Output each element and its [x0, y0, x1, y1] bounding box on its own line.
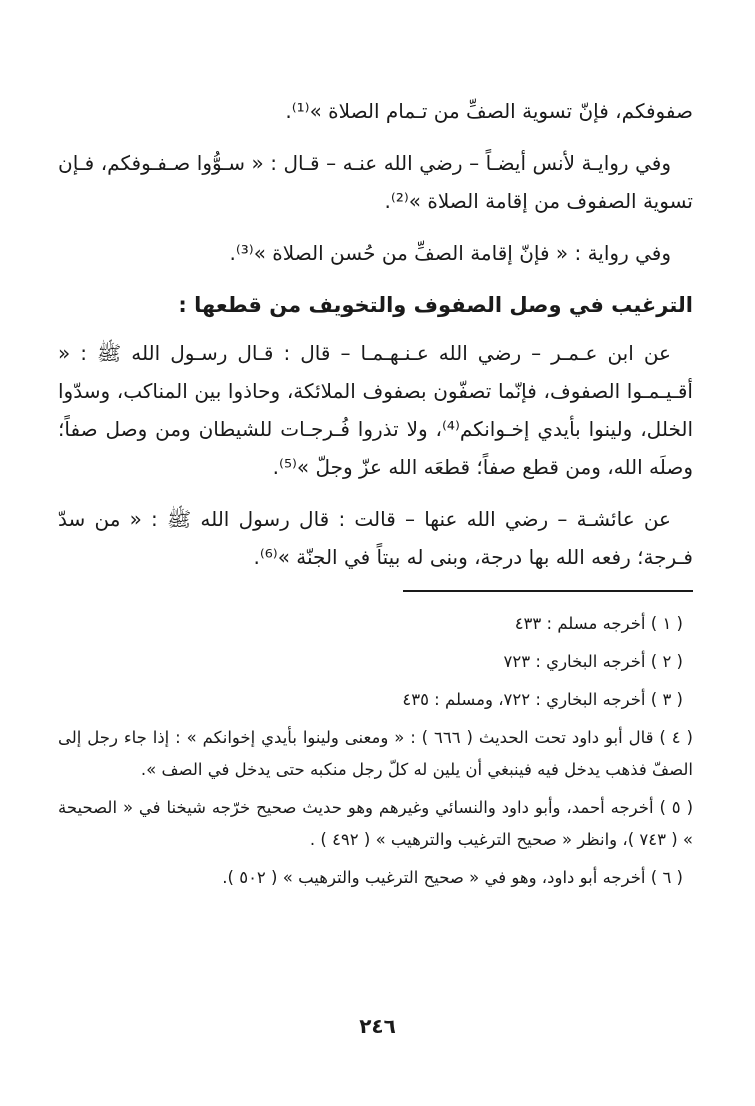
section-heading: الترغيب في وصل الصفوف والتخويف من قطعها : — [178, 293, 693, 317]
footnote-separator — [403, 590, 693, 592]
footnote-5: ( ٥ ) أخرجه أحمد، وأبو داود والنسائي وغيرهم وهو حديث صحيح خرّجه شيخنا في « الصحيحة » ( ٧٤٣ )، وانظر « صحيح الترغيب والترهيب » ( ٤٩٢ ) . — [58, 798, 694, 849]
footnote-4: ( ٤ ) قال أبو داود تحت الحديث ( ٦٦٦ ) : « ومعنى ولينوا بأيدي إخوانكم » : إذا جاء رجل إلى الصفّ فذهب يدخل فيه فينبغي أن يلين له كلّ رجل منكبه حتى يدخل في الصف ». — [58, 728, 693, 779]
paragraph-aisha-hadith: عن عائشـة – رضي الله عنها – قالت : قال رسول الله ﷺ : « من سدّ فـرجة؛ رفعه الله بها درجة، وبنى له بيتاً في الجنّة »⁽⁶⁾. — [58, 507, 693, 569]
footnote-2: ( ٢ ) أخرجه البخاري : ٧٢٣ — [503, 652, 683, 671]
paragraph-ibn-umar-hadith: عن ابن عـمـر – رضي الله عـنـهـمـا – قال : قـال رسـول الله ﷺ : « أقـيـمـوا الصفوف، فإنّما تصفّون بصفوف الملائكة، وحاذوا بين المناكب، وسدّوا الخلل، ولينوا بأيدي إخـوانكم⁽⁴⁾، ولا تذروا فُـرجـات للشيطان ومن وصل صفاً؛ وصلَه الله، ومن قطع صفاً؛ قطعَه الله عزّ وجلّ »⁽⁵⁾. — [58, 341, 693, 479]
footnote-6: ( ٦ ) أخرجه أبو داود، وهو في « صحيح الترغيب والترهيب » ( ٥٠٢ ). — [222, 868, 683, 887]
paragraph-continuation: صفوفكم، فإنّ تسوية الصفِّ من تـمام الصلاة »⁽¹⁾. — [285, 99, 693, 123]
footnote-3: ( ٣ ) أخرجه البخاري : ٧٢٢، ومسلم : ٤٣٥ — [402, 690, 683, 709]
paragraph-another-narration: وفي رواية : « فإنّ إقامة الصفِّ من حُسن الصلاة »⁽³⁾. — [229, 241, 671, 265]
paragraph-anas-narration: وفي روايـة لأنس أيضـاً – رضي الله عنـه – قـال : « سـوُّوا صـفـوفكم، فـإن تسوية الصفوف من إقامة الصلاة »⁽²⁾. — [58, 151, 693, 213]
page-number: ٢٤٦ — [359, 1014, 396, 1038]
footnote-1: ( ١ ) أخرجه مسلم : ٤٣٣ — [514, 614, 683, 633]
